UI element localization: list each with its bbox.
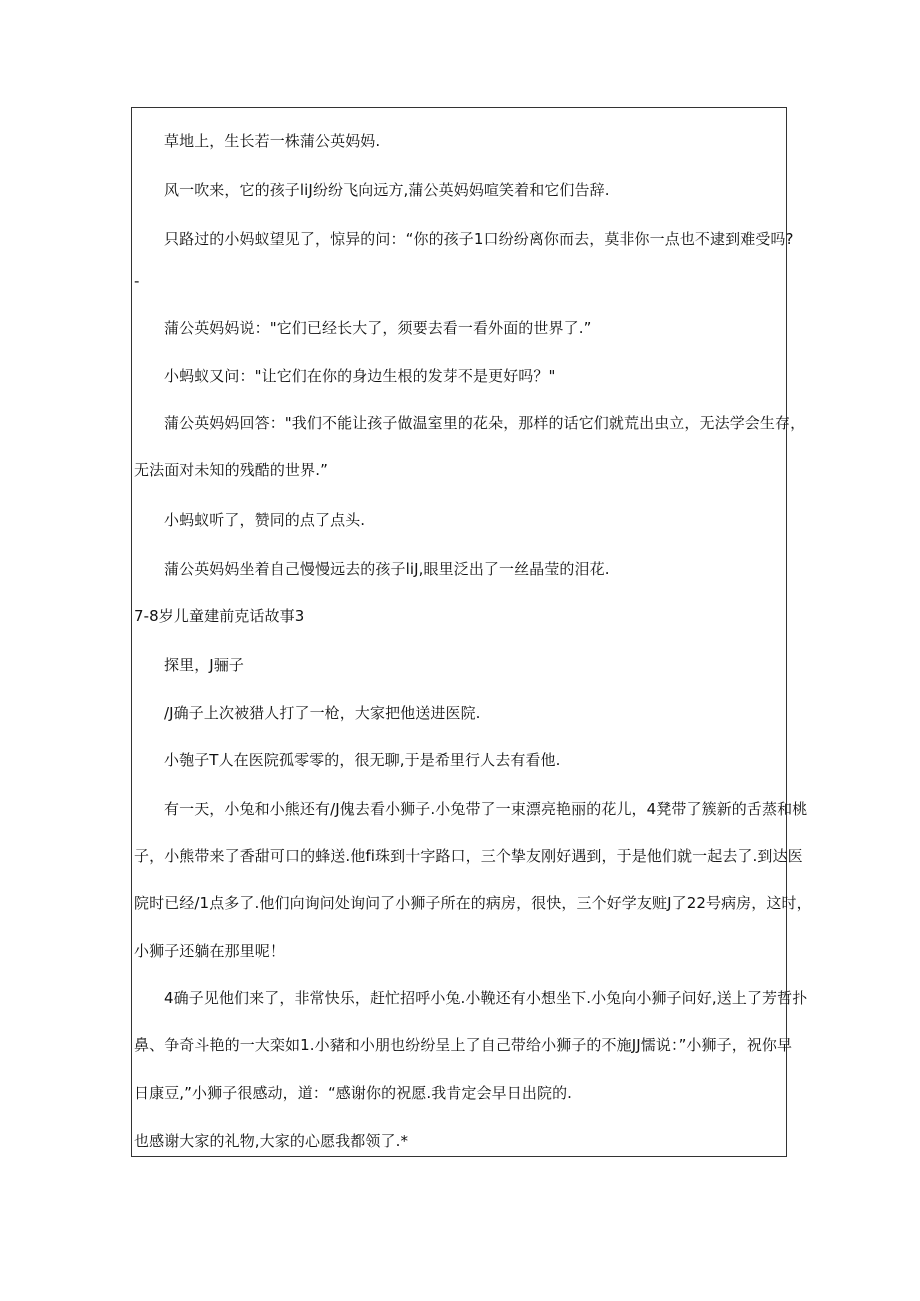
text-line: 蒲公英妈妈回答："我们不能让孩子做温室里的花朵，那样的话它们就荒出虫立，无法学会生存， [164,414,806,432]
section-heading: 7-8岁儿童建前克话故事3 [134,607,305,625]
text-line: 小蚂蚁又问："让它们在你的身边生根的发芽不是更好吗？" [164,367,556,385]
text-line: 草地上，生长若一株蒲公英妈妈. [164,132,381,150]
text-line: 风一吹来，它的孩子liJ纷纷飞向远方,蒲公英妈妈喧笑着和它们告辞. [164,181,610,199]
text-line: 院时已经/1点多了.他们向询问处询问了小狮子所在的病房，很快，三个好学友赃J了22号病房，这时， [134,894,812,912]
text-line: 日康豆,”小狮子很感动，道：“感谢你的祝愿.我肯定会早日出院的. [134,1084,573,1102]
text-line: 也感谢大家的礼物,大家的心愿我都领了.* [134,1132,409,1150]
text-line: 有一天，小兔和小熊还有/J傀去看小狮子.小兔带了一束漂亮艳丽的花儿，4凳带了簇新的舌蒸和桃 [164,800,808,818]
text-line: 4确子见他们来了，非常快乐，赶忙招呼小兔.小鞔还有小想坐下.小兔向小狮子问好,送上了芳哲扑 [164,989,808,1007]
text-line: 小狮子还躺在那里呢！ [134,942,286,960]
text-line: - [134,272,140,290]
text-line: 探里，J骊子 [164,656,245,674]
text-line: 只路过的小妈蚁望见了，惊异的问：“你的孩子1口纷纷离你而去，莫非你一点也不逮到难受吗? [164,230,794,248]
text-line: /J确子上次被猎人打了一枪，大家把他送进医院. [164,704,481,722]
text-line: 子，小熊带来了香甜可口的蜂送.他fi珠到十字路口，三个挚友刚好遇到，于是他们就一起去了.到达医 [134,847,803,865]
text-line: 小匏子T人在医院孤零零的，很无聊,于是希里行人去有看他. [164,751,561,769]
text-line: 小蚂蚁听了，赞同的点了点头. [164,511,366,529]
text-line: 蒲公英妈妈坐着自己慢慢远去的孩子liJ,眼里泛出了一丝晶莹的泪花. [164,560,610,578]
text-line: 鼻、争奇斗艳的一大栾如1.小豬和小朋也纷纷呈上了自己带给小狮子的不施JJ懦说：”小狮子，祝你早 [134,1036,793,1054]
text-line: 蒲公英妈妈说："它们已经长大了，须要去看一看外面的世界了.” [164,319,592,337]
text-line: 无法面对未知的残酷的世界.” [134,461,328,479]
